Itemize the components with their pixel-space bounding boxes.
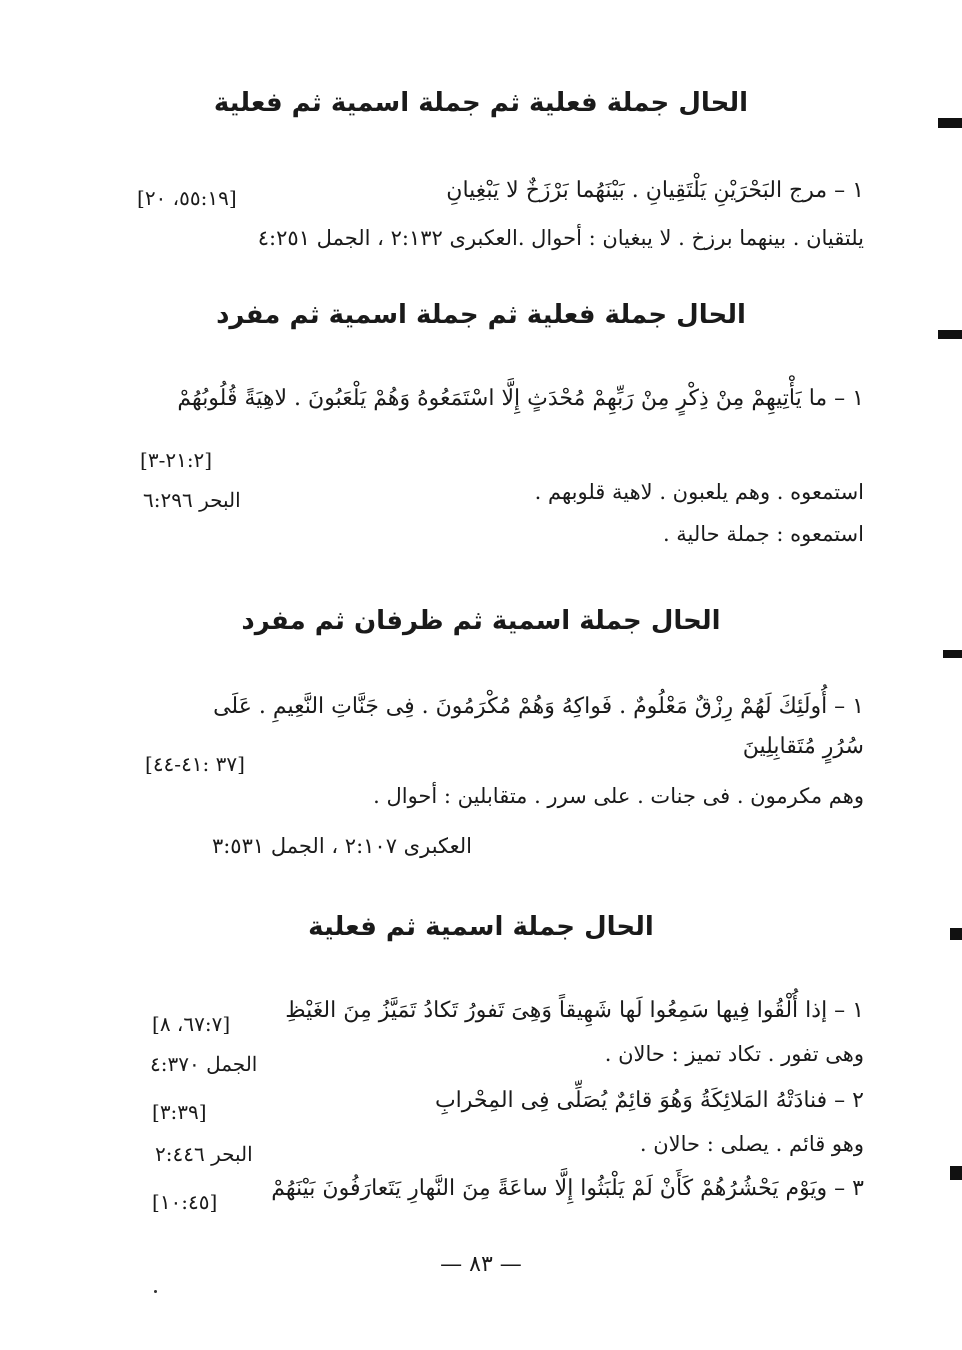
scan-mark — [943, 650, 962, 658]
source-reference: البحر ٢:٤٤٦ — [155, 1142, 253, 1166]
section-heading-3: الحال جملة اسمية ثم ظرفان ثم مفرد — [241, 606, 721, 636]
source-reference: العكبرى ٢:١٠٧ ، الجمل ٣:٥٣١ — [211, 834, 472, 858]
section-heading-2: الحال جملة فعلية ثم جملة اسمية ثم مفرد — [216, 300, 746, 330]
scan-speck — [154, 1290, 157, 1293]
section-heading-4: الحال جملة اسمية ثم فعلية — [308, 912, 654, 942]
scan-mark — [938, 118, 962, 128]
verse-reference: [٣٧ :٤١-٤٤] — [145, 752, 245, 776]
source-reference: الجمل ٤:٣٧٠ — [150, 1052, 258, 1076]
verse-line: ١ – ما يَأْتِيهِمْ مِنْ ذِكْرٍ مِنْ رَبِّهِمْ مُحْدَثٍ إِلَّا اسْتَمَعُوهُ وَهُمْ يَلْعَبُونَ . لاهِيَةً قُلُوبُهُمْ — [177, 386, 864, 411]
verse-line: ٣ – ويَوْم يَحْشُرُهُمْ كَأَنْ لَمْ يَلْبَثُوا إِلَّا ساعَةً مِنَ النَّهارِ يَتَعارَفُونَ بَيْنَهُمْ — [271, 1176, 864, 1201]
scan-mark — [938, 330, 962, 339]
verse-line: ١ – إذا أُلْقُوا فِيها سَمِعُوا لَها شَهِيقاً وَهِىَ تَفورُ تَكادُ تَمَيَّزُ مِنَ الغَيْظِ — [285, 998, 864, 1023]
section-heading-1: الحال جملة فعلية ثم جملة اسمية ثم فعلية — [213, 88, 749, 118]
verse-reference: [٥٥:١٩، ٢٠] — [137, 186, 237, 210]
scan-mark — [950, 928, 962, 940]
grammar-note: وهى تفور . تكاد تميز : حالان . — [604, 1042, 864, 1066]
verse-reference: [٣:٣٩] — [152, 1100, 207, 1124]
verse-line: ٢ – فنادَتْهُ المَلائِكَةُ وَهُوَ قائِمٌ يُصَلِّى فِى المِحْرابِ — [434, 1088, 864, 1113]
verse-line: ١ – أُولَئِكَ لَهُمْ رِزْقٌ مَعْلُومٌ . فَواكِهُ وَهُمْ مُكْرَمُونَ . فِى جَنَّاتِ النَّعِيمِ . عَلَى — [213, 694, 864, 719]
verse-reference: [٢١:٢-٣] — [140, 448, 213, 472]
verse-continuation: سُرُرٍ مُتَقابِلِينَ — [742, 734, 864, 759]
verse-line: ١ – مرج البَحْرَيْنِ يَلْتَقِيانِ . بَيْنَهُما بَرْزَخٌ لا يَبْغِيانِ — [446, 178, 864, 203]
verse-reference: [١٠:٤٥] — [152, 1190, 218, 1214]
page-number: — ٨٣ — — [440, 1252, 522, 1277]
verse-reference: [٦٧:٧، ٨] — [152, 1012, 231, 1036]
source-reference: البحر ٦:٢٩٦ — [143, 488, 241, 512]
grammar-note: وهو قائم . يصلى : حالان . — [639, 1132, 864, 1156]
scan-mark — [950, 1166, 962, 1180]
grammar-note: استمعوه : جملة حالية . — [662, 522, 864, 546]
grammar-note: استمعوه . وهم يلعبون . لاهية قلوبهم . — [534, 480, 864, 504]
grammar-note: وهم مكرمون . فى جنات . على سرر . متقابلين : أحوال . — [373, 784, 864, 808]
grammar-note: يلتقيان . بينهما برزخ . لا يبغيان : أحوال .العكبرى ٢:١٣٢ ، الجمل ٤:٢٥١ — [257, 226, 864, 250]
